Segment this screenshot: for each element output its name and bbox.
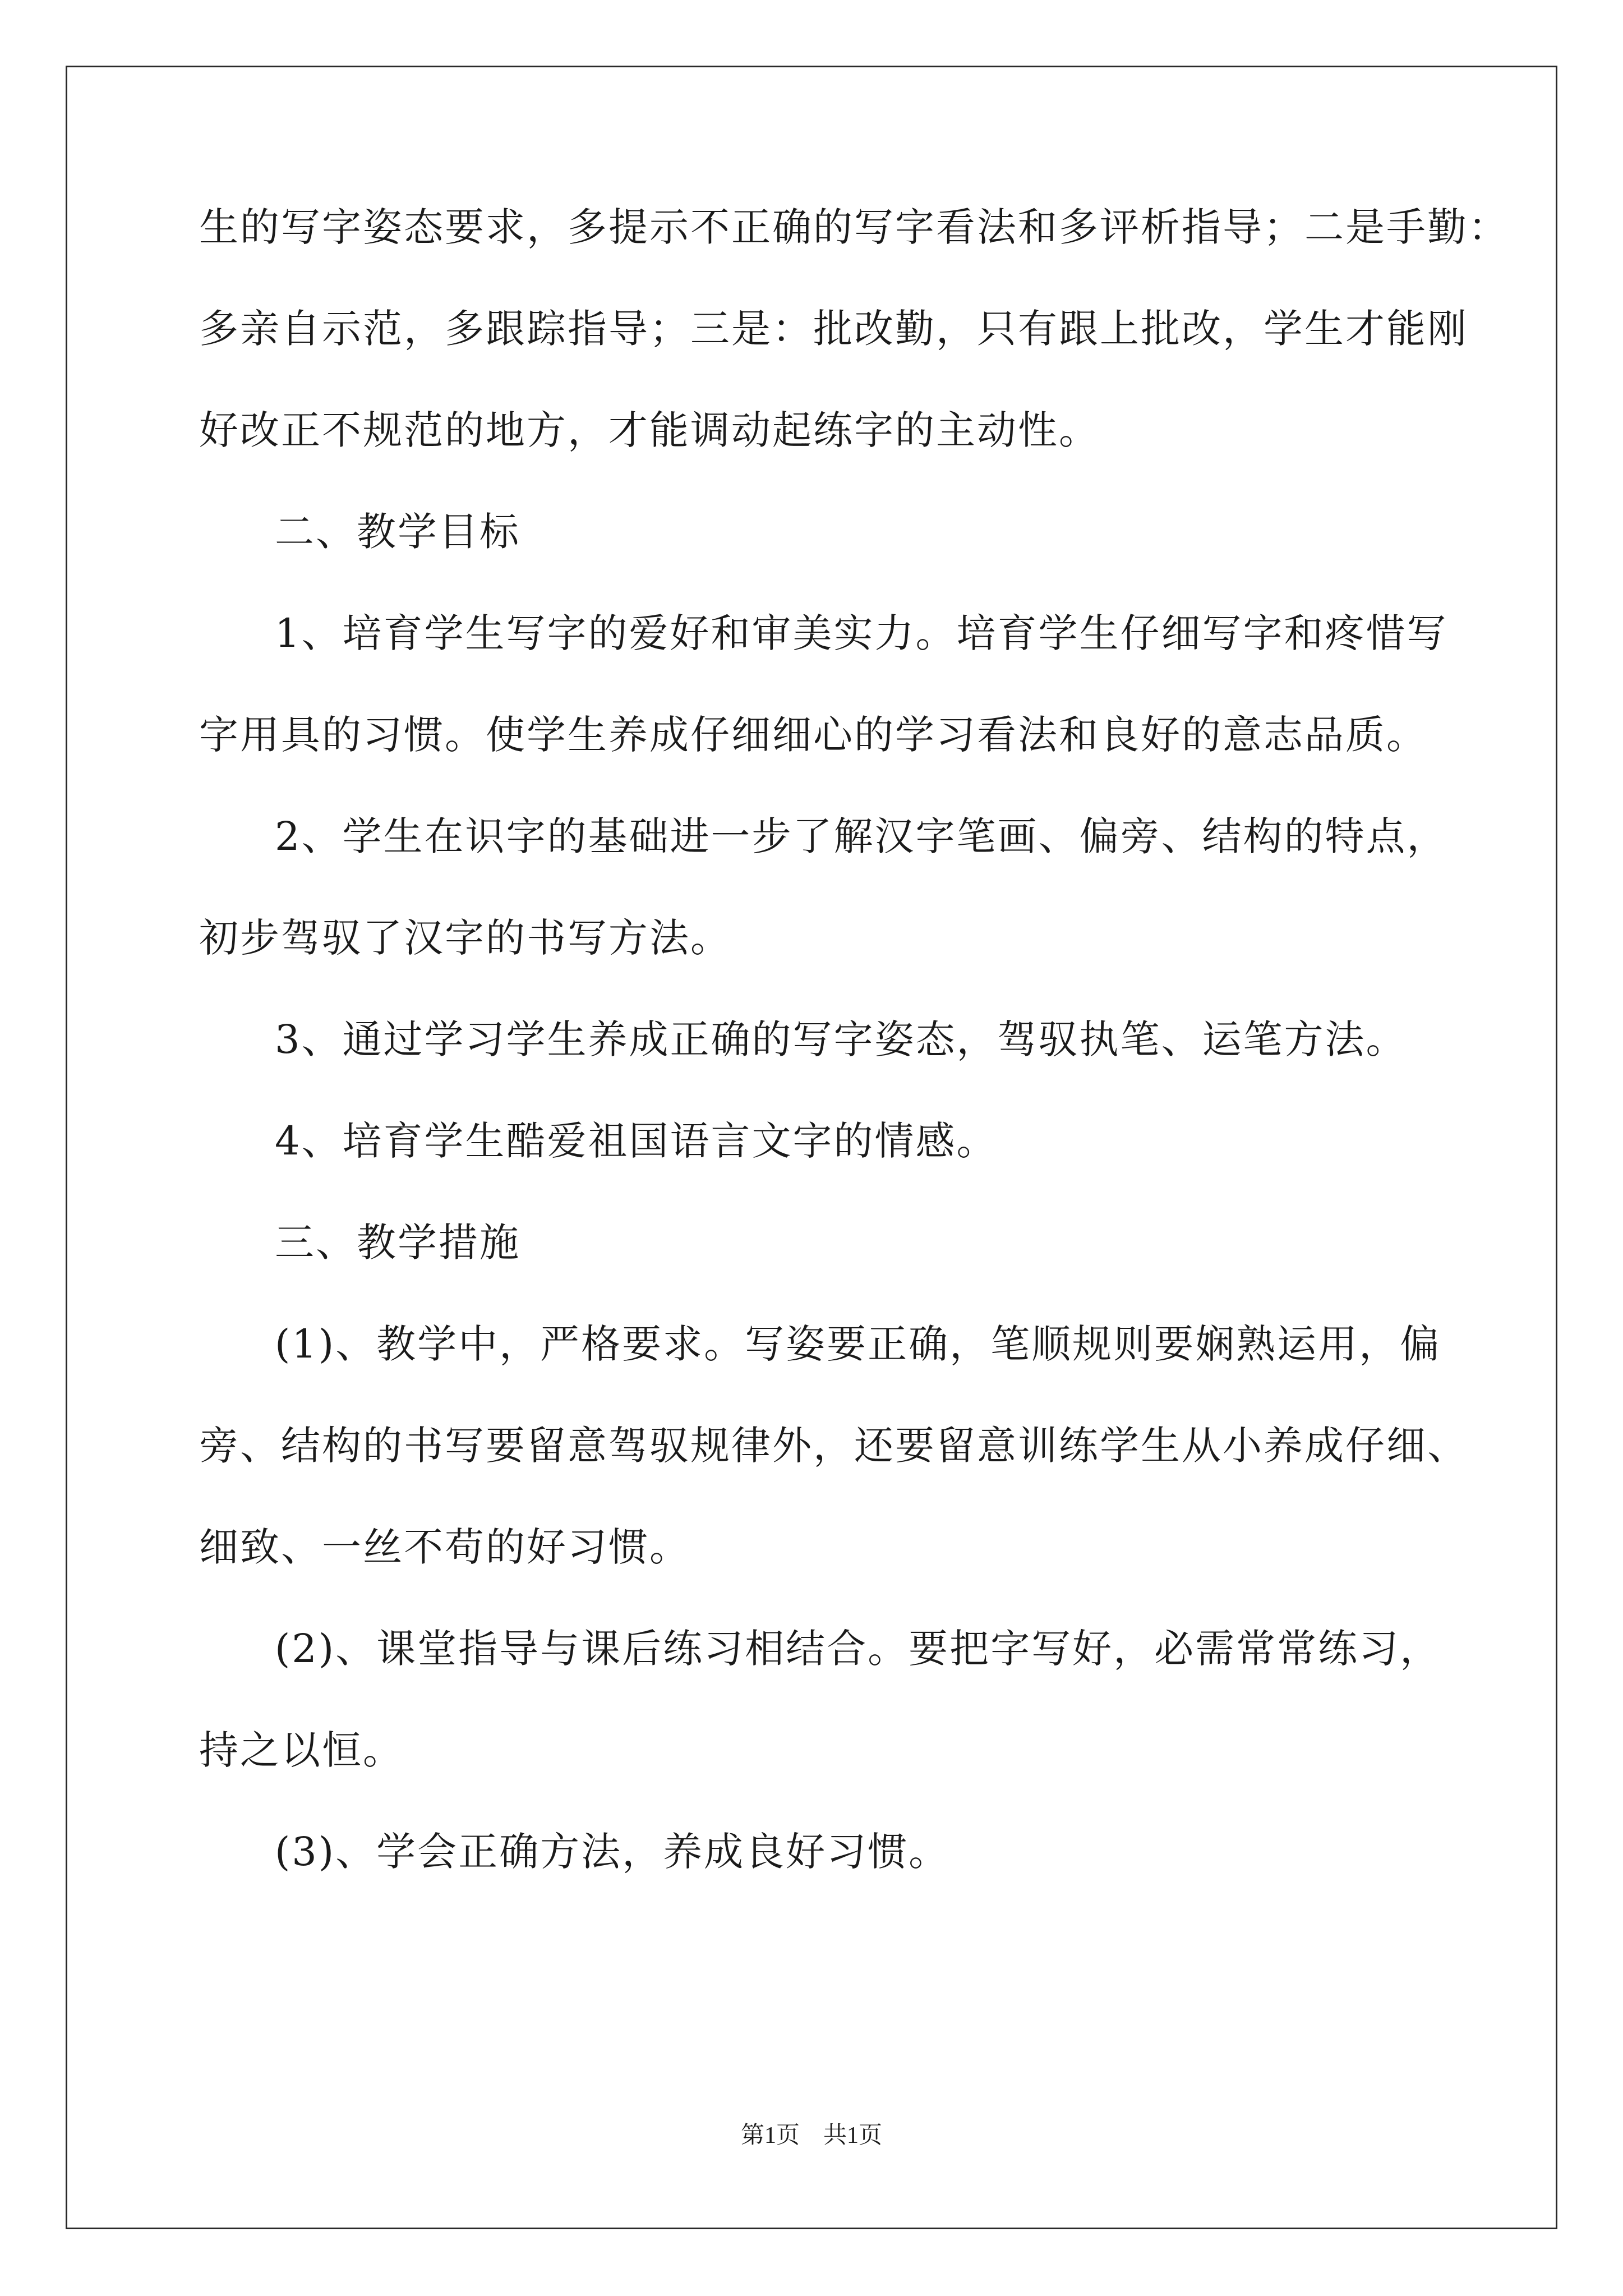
text-line: 生的写字姿态要求，多提示不正确的写字看法和多评析指导；二是手勤： bbox=[199, 204, 1509, 250]
text-line: 好改正不规范的地方，才能调动起练字的主动性。 bbox=[199, 407, 1100, 453]
text-line: 1、培育学生写字的爱好和审美实力。培育学生仔细写字和疼惜写 bbox=[275, 610, 1448, 656]
section-heading: 二、教学目标 bbox=[275, 509, 520, 555]
text-line: 旁、结构的书写要留意驾驭规律外，还要留意训练学生从小养成仔细、 bbox=[199, 1423, 1468, 1469]
text-line: 3、通过学习学生养成正确的写字姿态，驾驭执笔、运笔方法。 bbox=[275, 1016, 1407, 1062]
section-heading: 三、教学措施 bbox=[275, 1220, 520, 1266]
text-line: 2、学生在识字的基础进一步了解汉字笔画、偏旁、结构的特点， bbox=[275, 813, 1448, 859]
text-line: 多亲自示范，多跟踪指导；三是：批改勤，只有跟上批改，学生才能刚 bbox=[199, 306, 1468, 352]
text-line: 持之以恒。 bbox=[199, 1727, 404, 1773]
text-line: (3)、学会正确方法，养成良好习惯。 bbox=[275, 1829, 950, 1875]
text-line: 4、培育学生酷爱祖国语言文字的情感。 bbox=[275, 1118, 998, 1164]
page-footer: 第1页 共1页 bbox=[740, 2123, 882, 2148]
text-line: (1)、教学中，严格要求。写姿要正确，笔顺规则要娴熟运用，偏 bbox=[275, 1321, 1441, 1367]
text-line: 初步驾驭了汉字的书写方法。 bbox=[199, 915, 731, 961]
text-line: (2)、课堂指导与课后练习相结合。要把字写好，必需常常练习， bbox=[275, 1626, 1441, 1672]
text-line: 字用具的习惯。使学生养成仔细细心的学习看法和良好的意志品质。 bbox=[199, 712, 1427, 758]
text-line: 细致、一丝不苟的好习惯。 bbox=[199, 1524, 690, 1570]
